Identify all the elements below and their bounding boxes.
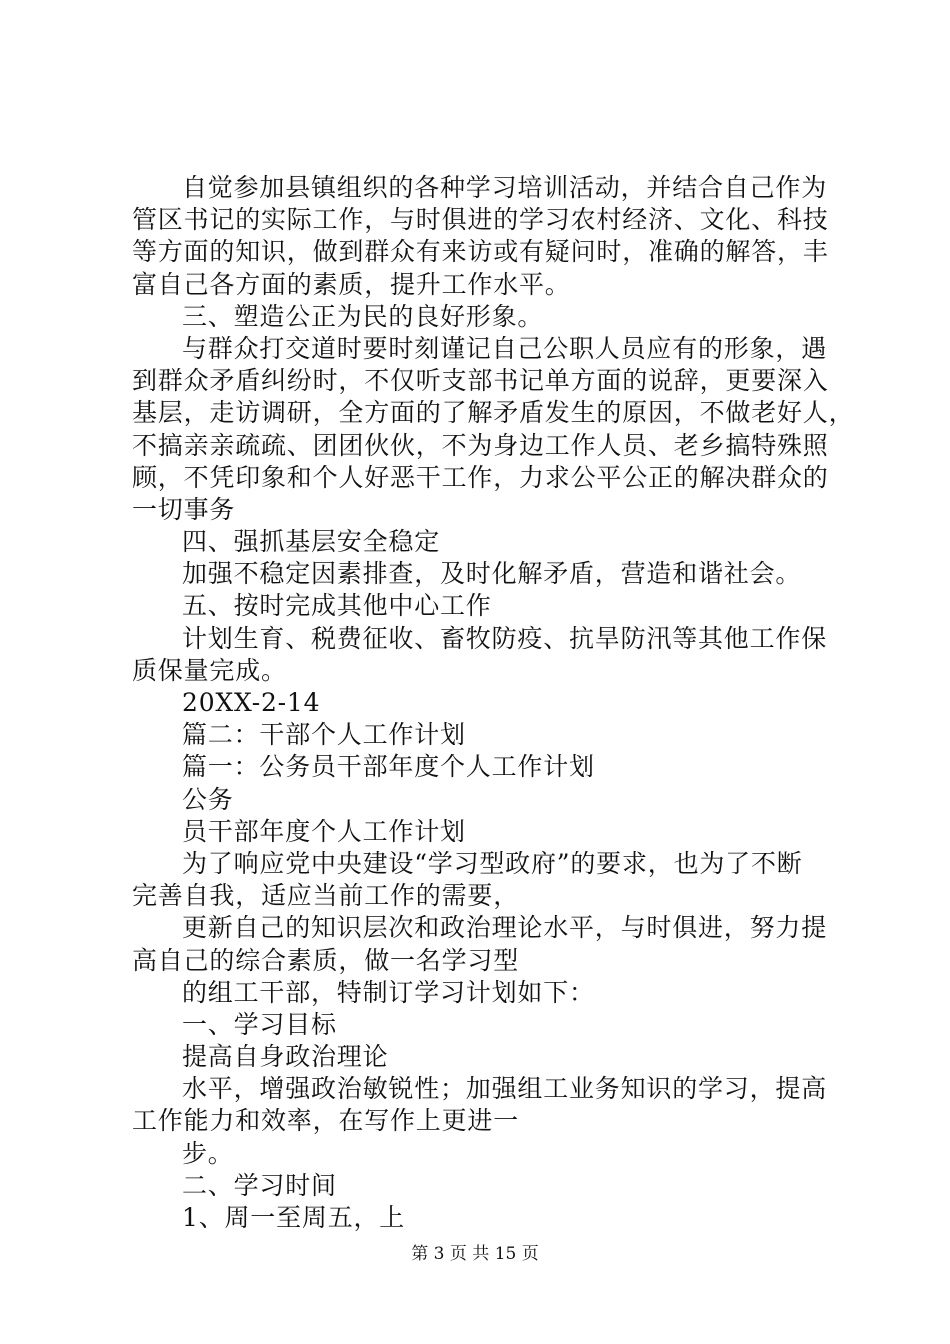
document-body [132, 172, 855, 1234]
text-line: 一切事务 [132, 494, 236, 524]
text-line: 不搞亲亲疏疏、团团伙伙，不为身边工作人员、老乡搞特殊照 [132, 430, 829, 460]
text-line: 管区书记的实际工作，与时俱进的学习农村经济、文化、科技 [132, 205, 829, 235]
text-line: 的组工干部，特制订学习计划如下： [182, 977, 595, 1007]
text-line: 工作能力和效率，在写作上更进一 [132, 1106, 520, 1136]
page-footer: 第 3 页 共 15 页 [411, 1244, 539, 1264]
text-line: 1、周一至周五，上 [182, 1203, 406, 1232]
text-line: 篇二：干部个人工作计划 [182, 720, 466, 750]
text-line: 与群众打交道时要时刻谨记自己公职人员应有的形象，遇 [182, 333, 828, 363]
text-line: 员干部年度个人工作计划 [182, 816, 466, 846]
text-line: 五、按时完成其他中心工作 [182, 591, 492, 621]
text-line: 等方面的知识，做到群众有来访或有疑问时，准确的解答，丰 [132, 237, 829, 267]
text-line: 质保量完成。 [132, 655, 287, 685]
text-line: 高自己的综合素质，做一名学习型 [132, 945, 520, 975]
text-line: 篇一：公务员干部年度个人工作计划 [182, 752, 595, 782]
text-line: 基层，走访调研，全方面的了解矛盾发生的原因，不做老好人， [132, 398, 855, 428]
text-line: 20XX-2-14 [182, 688, 321, 717]
text-line: 完善自我，适应当前工作的需要， [132, 881, 520, 911]
text-line: 水平，增强政治敏锐性；加强组工业务知识的学习，提高 [182, 1074, 828, 1104]
text-line: 到群众矛盾纠纷时，不仅听支部书记单方面的说辞，更要深入 [132, 366, 829, 396]
text-line: 四、强抓基层安全稳定 [182, 527, 441, 557]
text-line: 三、塑造公正为民的良好形象。 [182, 301, 544, 331]
text-line: 加强不稳定因素排查，及时化解矛盾，营造和谐社会。 [182, 559, 802, 589]
text-line: 自觉参加县镇组织的各种学习培训活动，并结合自己作为 [182, 173, 828, 202]
text-line: 更新自己的知识层次和政治理论水平，与时俱进，努力提 [182, 913, 828, 943]
text-line: 顾，不凭印象和个人好恶干工作，力求公平公正的解决群众的 [132, 462, 829, 492]
text-line: 提高自身政治理论 [182, 1042, 389, 1072]
text-line: 一、学习目标 [182, 1009, 337, 1039]
text-line: 二、学习时间 [182, 1170, 337, 1200]
text-line: 计划生育、税费征收、畜牧防疫、抗旱防汛等其他工作保 [182, 623, 828, 653]
text-line: 步。 [182, 1138, 234, 1168]
text-line: 公务 [182, 784, 234, 814]
text-line: 富自己各方面的素质，提升工作水平。 [132, 269, 571, 299]
text-line: 为了响应党中央建设“学习型政府”的要求，也为了不断 [182, 848, 803, 878]
